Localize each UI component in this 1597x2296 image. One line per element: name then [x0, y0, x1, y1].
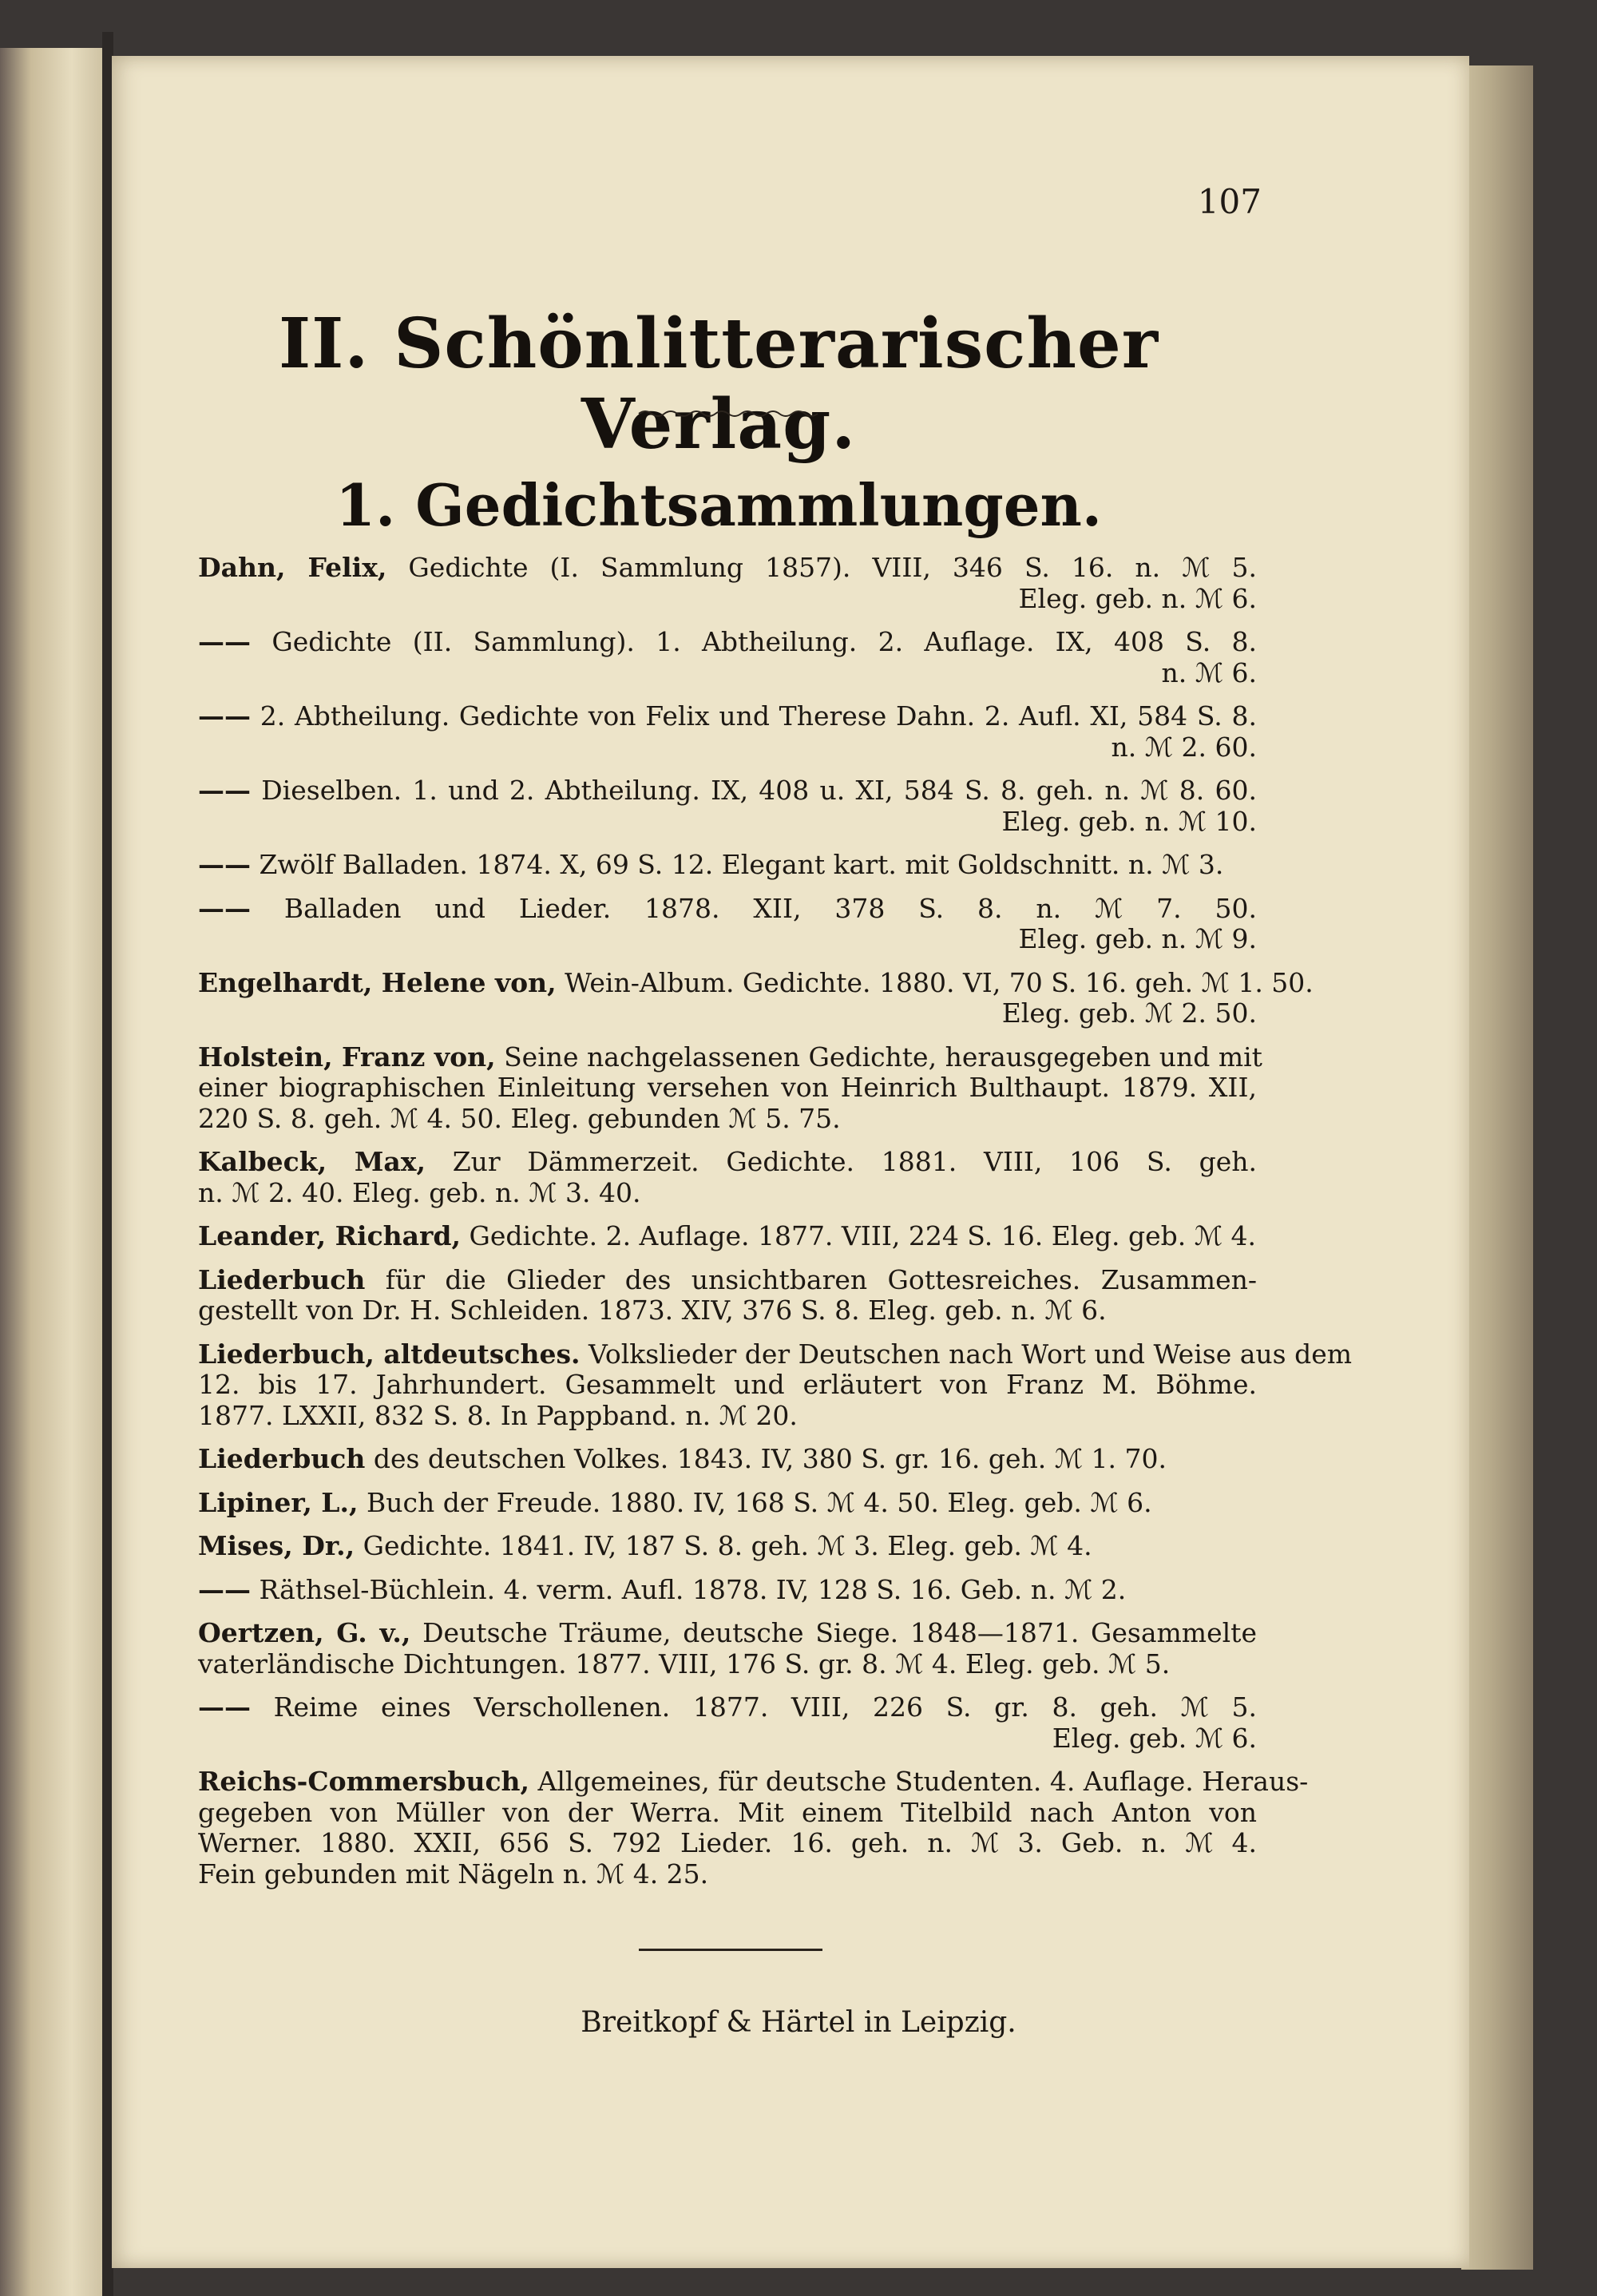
- page-number: 107: [1197, 182, 1262, 221]
- entry-text: 2. Abtheilung. Gedichte von Felix und Therese Dahn. 2. Aufl. XI, 584 S. 8.: [260, 700, 1257, 732]
- entry-line: [198, 658, 1257, 689]
- entry-line: [198, 966, 1314, 999]
- entry-author: ——: [198, 1573, 251, 1605]
- catalog-entry: [198, 1265, 1257, 1326]
- entry-author: ——: [198, 849, 251, 880]
- catalog-entry: [198, 775, 1257, 837]
- entry-text: Gedichte (I. Sammlung 1857). VIII, 346 S. 16. n. ℳ 5.: [408, 552, 1258, 583]
- catalog-entry: [198, 1221, 1257, 1252]
- catalog-entry: [198, 553, 1257, 614]
- catalog-entry: [198, 1488, 1257, 1519]
- entry-line: [198, 1338, 1353, 1370]
- entry-text: gestellt von Dr. H. Schleiden. 1873. XIV, 376 S. 8. Eleg. geb. n. ℳ 6.: [198, 1295, 1107, 1326]
- entry-line: [198, 1104, 1257, 1135]
- entry-line: [198, 998, 1257, 1029]
- entry-author: Mises, Dr.,: [198, 1530, 355, 1561]
- entry-text: Eleg. geb. n. ℳ 6.: [1018, 582, 1257, 614]
- entry-author: Oertzen, G. v.,: [198, 1617, 411, 1648]
- catalog-entry: [198, 1531, 1257, 1562]
- entry-line: [198, 1265, 1257, 1296]
- entry-line: [198, 1147, 1257, 1178]
- entry-text: Volkslieder der Deutschen nach Wort und Weise aus dem: [588, 1338, 1353, 1370]
- entry-text: Eleg. geb. ℳ 2. 50.: [1001, 997, 1257, 1029]
- entry-text: Eleg. geb. n. ℳ 10.: [1001, 805, 1257, 837]
- entry-text: Gedichte. 1841. IV, 187 S. 8. geh. ℳ 3. Eleg. geb. ℳ 4.: [363, 1530, 1092, 1561]
- entry-text: Buch der Freude. 1880. IV, 168 S. ℳ 4. 50. Eleg. geb. ℳ 6.: [366, 1486, 1152, 1518]
- entry-author: Dahn, Felix,: [198, 552, 387, 583]
- sub-heading: 1. Gedichtsammlungen.: [335, 471, 1102, 539]
- entry-author: Liederbuch: [198, 1263, 366, 1295]
- entry-author: ——: [198, 775, 251, 806]
- entry-list: [198, 552, 1353, 1902]
- entry-line: [198, 1618, 1257, 1649]
- entry-line: [198, 1828, 1257, 1859]
- entry-line: [198, 775, 1257, 807]
- entry-author: ——: [198, 1691, 251, 1723]
- entry-author: Holstein, Franz von,: [198, 1041, 496, 1073]
- catalog-entry: [198, 966, 1314, 1029]
- entry-line: [198, 1692, 1257, 1723]
- entry-line: [198, 1401, 1257, 1432]
- entry-line: [198, 732, 1257, 763]
- publisher-imprint: Breitkopf & Härtel in Leipzig.: [581, 2006, 1016, 2039]
- entry-line: [198, 584, 1257, 615]
- page-block-edge: [1461, 65, 1533, 2270]
- entry-line: [198, 1370, 1257, 1401]
- catalog-entry: [198, 1766, 1309, 1890]
- entry-text: 1877. LXXII, 832 S. 8. In Pappband. n. ℳ 20.: [198, 1399, 798, 1431]
- section-heading: II. Schönlitterarischer Verlag.: [278, 303, 1159, 465]
- entry-line: [198, 924, 1257, 955]
- entry-line: [198, 1766, 1309, 1798]
- entry-line: [198, 1041, 1262, 1073]
- entry-text: Reime eines Verschollenen. 1877. VIII, 226 S. gr. 8. geh. ℳ 5.: [273, 1691, 1257, 1723]
- catalog-entry: [198, 1338, 1353, 1432]
- entry-text: Räthsel-Büchlein. 4. verm. Aufl. 1878. IV, 128 S. 16. Geb. n. ℳ 2.: [259, 1573, 1127, 1605]
- facing-page-edge: [0, 48, 102, 2296]
- entry-line: [198, 1649, 1257, 1680]
- entry-text: Fein gebunden mit Nägeln n. ℳ 4. 25.: [198, 1858, 709, 1890]
- catalog-entry: [198, 701, 1257, 763]
- entry-line: [198, 1575, 1257, 1606]
- entry-line: [198, 1488, 1257, 1519]
- entry-author: ——: [198, 626, 251, 657]
- entry-line: [198, 553, 1257, 584]
- entry-text: 12. bis 17. Jahrhundert. Gesammelt und erläutert von Franz M. Böhme.: [198, 1369, 1257, 1400]
- entry-author: Kalbeck, Max,: [198, 1146, 426, 1177]
- entry-text: Wein-Album. Gedichte. 1880. VI, 70 S. 16. geh. ℳ 1. 50.: [565, 966, 1314, 998]
- entry-line: [198, 1295, 1257, 1326]
- entry-line: [198, 1859, 1257, 1890]
- entry-line: [198, 1723, 1257, 1755]
- entry-text: Zwölf Balladen. 1874. X, 69 S. 12. Elegant kart. mit Goldschnitt. n. ℳ 3.: [259, 849, 1224, 880]
- entry-line: [198, 894, 1257, 925]
- entry-text: Gedichte (II. Sammlung). 1. Abtheilung. 2. Auflage. IX, 408 S. 8.: [271, 626, 1257, 657]
- entry-author: Engelhardt, Helene von,: [198, 966, 557, 998]
- entry-text: für die Glieder des unsichtbaren Gottesreiches. Zusammen-: [385, 1263, 1258, 1295]
- entry-line: [198, 701, 1257, 732]
- entry-text: Dieselben. 1. und 2. Abtheilung. IX, 408 u. XI, 584 S. 8. geh. n. ℳ 8. 60.: [261, 775, 1257, 806]
- catalog-entry: [198, 1041, 1262, 1135]
- catalog-entry: [198, 1692, 1257, 1754]
- ornament-divider: [639, 406, 822, 422]
- entry-author: ——: [198, 700, 251, 732]
- entry-text: Gedichte. 2. Auflage. 1877. VIII, 224 S. 16. Eleg. geb. ℳ 4.: [469, 1220, 1256, 1251]
- catalog-entry: [198, 1147, 1257, 1208]
- entry-line: [198, 807, 1257, 838]
- entry-author: Liederbuch: [198, 1443, 366, 1474]
- catalog-entry: [198, 1618, 1257, 1679]
- entry-line: [198, 627, 1257, 658]
- entry-author: Reichs-Commersbuch,: [198, 1766, 530, 1797]
- footer-rule: [639, 1949, 822, 1951]
- entry-author: Leander, Richard,: [198, 1220, 461, 1251]
- entry-line: [198, 1221, 1257, 1252]
- entry-line: [198, 850, 1257, 881]
- entry-text: n. ℳ 6.: [1161, 656, 1257, 688]
- entry-text: Eleg. geb. n. ℳ 9.: [1018, 923, 1257, 954]
- entry-text: Balladen und Lieder. 1878. XII, 378 S. 8. n. ℳ 7. 50.: [283, 892, 1257, 924]
- entry-line: [198, 1531, 1257, 1562]
- entry-text: Deutsche Träume, deutsche Siege. 1848—1871. Gesammelte: [422, 1617, 1257, 1648]
- entry-line: [198, 1798, 1257, 1829]
- entry-text: Eleg. geb. ℳ 6.: [1052, 1722, 1257, 1754]
- entry-text: Werner. 1880. XXII, 656 S. 792 Lieder. 16. geh. n. ℳ 3. Geb. n. ℳ 4.: [198, 1827, 1257, 1858]
- entry-text: n. ℳ 2. 40. Eleg. geb. n. ℳ 3. 40.: [198, 1176, 641, 1208]
- catalog-entry: [198, 627, 1257, 688]
- catalog-entry: [198, 1444, 1257, 1475]
- entry-text: Seine nachgelassenen Gedichte, herausgegeben und mit: [504, 1041, 1262, 1073]
- entry-author: Lipiner, L.,: [198, 1486, 359, 1518]
- entry-text: gegeben von Müller von der Werra. Mit einem Titelbild nach Anton von: [198, 1796, 1257, 1828]
- entry-text: des deutschen Volkes. 1843. IV, 380 S. gr. 16. geh. ℳ 1. 70.: [373, 1443, 1167, 1474]
- entry-text: Allgemeines, für deutsche Studenten. 4. Auflage. Heraus-: [537, 1766, 1309, 1797]
- entry-line: [198, 1073, 1257, 1104]
- catalog-entry: [198, 894, 1257, 955]
- entry-text: n. ℳ 2. 60.: [1111, 731, 1257, 763]
- catalog-entry: [198, 1575, 1257, 1606]
- entry-text: 220 S. 8. geh. ℳ 4. 50. Eleg. gebunden ℳ 5. 75.: [198, 1102, 841, 1134]
- entry-author: Liederbuch, altdeutsches.: [198, 1338, 581, 1370]
- entry-line: [198, 1444, 1257, 1475]
- catalog-entry: [198, 850, 1257, 881]
- entry-text: einer biographischen Einleitung versehen von Heinrich Bulthaupt. 1879. XII,: [198, 1072, 1257, 1103]
- entry-text: Zur Dämmerzeit. Gedichte. 1881. VIII, 106 S. geh.: [452, 1146, 1257, 1177]
- entry-author: ——: [198, 892, 251, 924]
- entry-line: [198, 1178, 1257, 1209]
- entry-text: vaterländische Dichtungen. 1877. VIII, 176 S. gr. 8. ℳ 4. Eleg. geb. ℳ 5.: [198, 1648, 1171, 1679]
